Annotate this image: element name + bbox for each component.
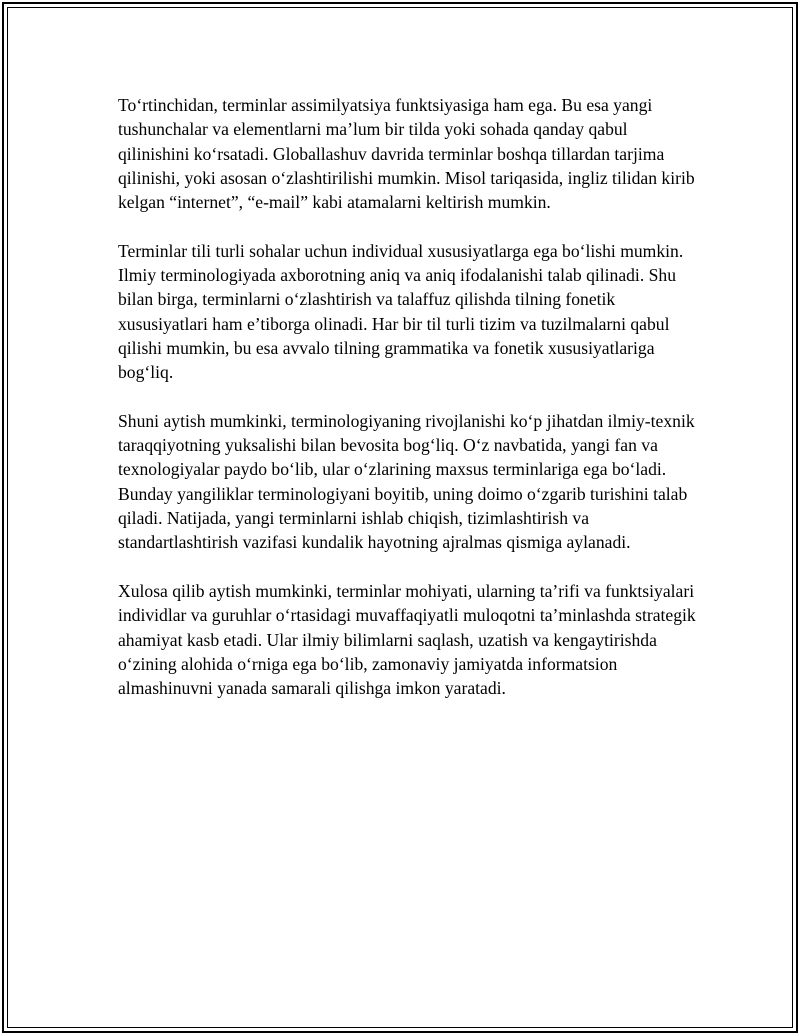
paragraph-3: Shuni aytish mumkinki, terminologiyaning rivojlanishi ko‘p jihatdan ilmiy-texnik taraqqiyotning yuksalishi bilan bevosita bog‘liq. O‘z navbatida, yangi fan va texnologiyalar paydo bo‘lib, ular o‘zlarining maxsus terminlariga ega bo‘ladi. Bunday yangiliklar terminologiyani boyitib, uning doimo o‘zgarib turishini talab qiladi. Natijada, yangi terminlarni ishlab chiqish, tizimlashtirish va standartlashtirish vazifasi kundalik hayotning ajralmas qismiga aylanadi. — [118, 410, 695, 553]
paragraph-2: Terminlar tili turli sohalar uchun individual xususiyatlarga ega bo‘lishi mumkin. Ilmiy terminologiyada axborotning aniq va aniq ifodalanishi talab qilinadi. Shu bilan birga, terminlarni o‘zlashtirish va talaffuz qilishda tilning fonetik xususiyatlari ham e’tiborga olinadi. Har bir til turli tizim va tuzilmalarni qabul qilishi mumkin, bu esa avvalo tilning grammatika va fonetik xususiyatlariga bog‘liq. — [118, 240, 684, 383]
paragraph-4: Xulosa qilib aytish mumkinki, terminlar mohiyati, ularning ta’rifi va funktsiyalari individlar va guruhlar o‘rtasidagi muvaffaqiyatli muloqotni ta’minlashda strategik ahamiyat kasb etadi. Ular ilmiy bilimlarni saqlash, uzatish va kengaytirishda o‘zining alohida o‘rniga ega bo‘lib, zamonaviy jamiyatda informatsion almashinuvni yanada samarali qilishga imkon yaratadi. — [118, 580, 696, 699]
document-body — [118, 93, 698, 725]
paragraph-1: To‘rtinchidan, terminlar assimilyatsiya funktsiyasiga ham ega. Bu esa yangi tushunchalar va elementlarni ma’lum bir tilda yoki sohada qanday qabul qilinishini ko‘rsatadi. Globallashuv davrida terminlar boshqa tillardan tarjima qilinishi, yoki asosan o‘zlashtirilishi mumkin. Misol tariqasida, ingliz tilidan kirib kelgan “internet”, “e-mail” kabi atamalarni keltirish mumkin. — [118, 95, 695, 213]
